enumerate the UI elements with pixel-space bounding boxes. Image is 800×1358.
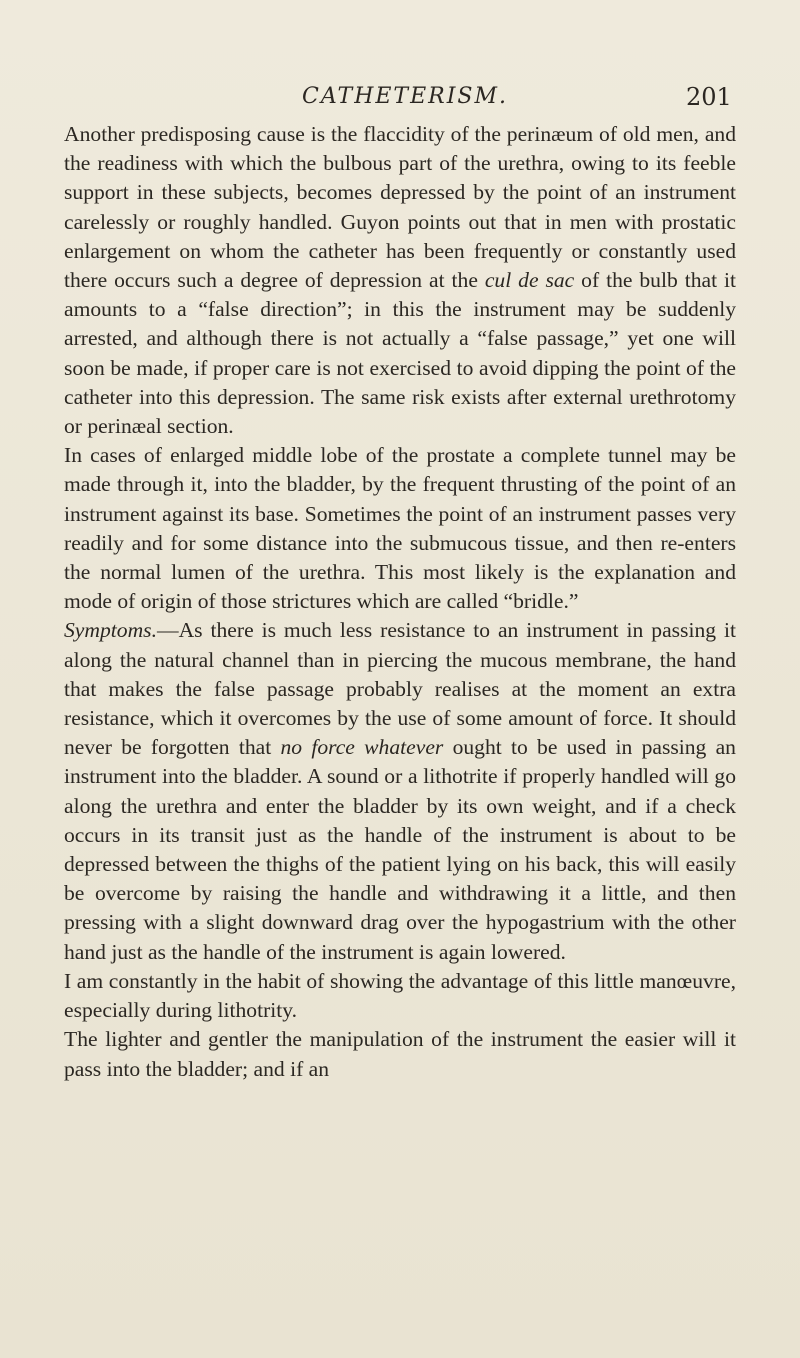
running-title: CATHETERISM. [302, 84, 509, 109]
paragraph [64, 616, 736, 966]
paragraph [64, 120, 736, 441]
page-number: 201 [686, 83, 732, 111]
paragraph [64, 1025, 736, 1083]
body-text [64, 120, 736, 1084]
paragraph-text: In cases of enlarged middle lobe of the prostate a complete tunnel may be made through it, into the bladder, by the frequent thrusting of the point of an instrument against its base. Sometimes the point of an instrument passes very readily and for some distance into the submucous tissue, and then re-enters the normal lumen of the urethra. This most likely is the explanation and mode of origin of those strictures which are called “bridle.” [64, 443, 736, 614]
italic-text: no force whatever [280, 735, 444, 760]
paragraph-text: I am constantly in the habit of showing the advantage of this little manœuvre, especially during lithotrity. [64, 968, 736, 1023]
running-head [0, 82, 800, 112]
paragraph-text: ought to be used in passing an instrument into the bladder. A sound or a lithotrite if properly handled will go along the urethra and enter the bladder by its own weight, and if a check occurs in its transit just as the handle of the instrument is about to be depressed between the thighs of the patient lying on his back, this will easily be overcome by raising the handle and withdrawing it a little, and then pressing with a slight downward drag over the hypogastrium with the other hand just as the handle of the instrument is again lowered. [64, 735, 736, 964]
paragraph-text: The lighter and gentler the manipulation of the instrument the easier will it pass into the bladder; and if an [64, 1027, 736, 1081]
italic-text: cul de sac [484, 268, 575, 293]
paragraph-text: of the bulb that it amounts to a “false direction”; in this the instrument may be suddenly arrested, and although there is not actually a “false passage,” yet one will soon be made, if proper care is not exercised to avoid dipping the point of the catheter into this depression. The same risk exists after external urethrotomy or perinæal section. [64, 268, 737, 439]
paragraph-text: Another predisposing cause is the flaccidity of the perinæum of old men, and the readiness with which the bulbous part of the urethra, owing to its feeble support in these subjects, becomes depressed by the point of an instrument carelessly or roughly handled. Guyon points out that in men with prostatic enlargement on whom the catheter has been frequently or constantly used there occurs such a degree of depression at the [64, 122, 736, 293]
italic-text: Symptoms. [64, 618, 157, 643]
paragraph [64, 441, 736, 616]
paragraph-text: —As there is much less resistance to an instrument in passing it along the natural channel than in piercing the mucous membrane, the hand that makes the false passage probably realises at the moment an extra resistance, which it overcomes by the use of some amount of force. It should never be forgotten that [64, 618, 736, 760]
paragraph [64, 967, 736, 1025]
